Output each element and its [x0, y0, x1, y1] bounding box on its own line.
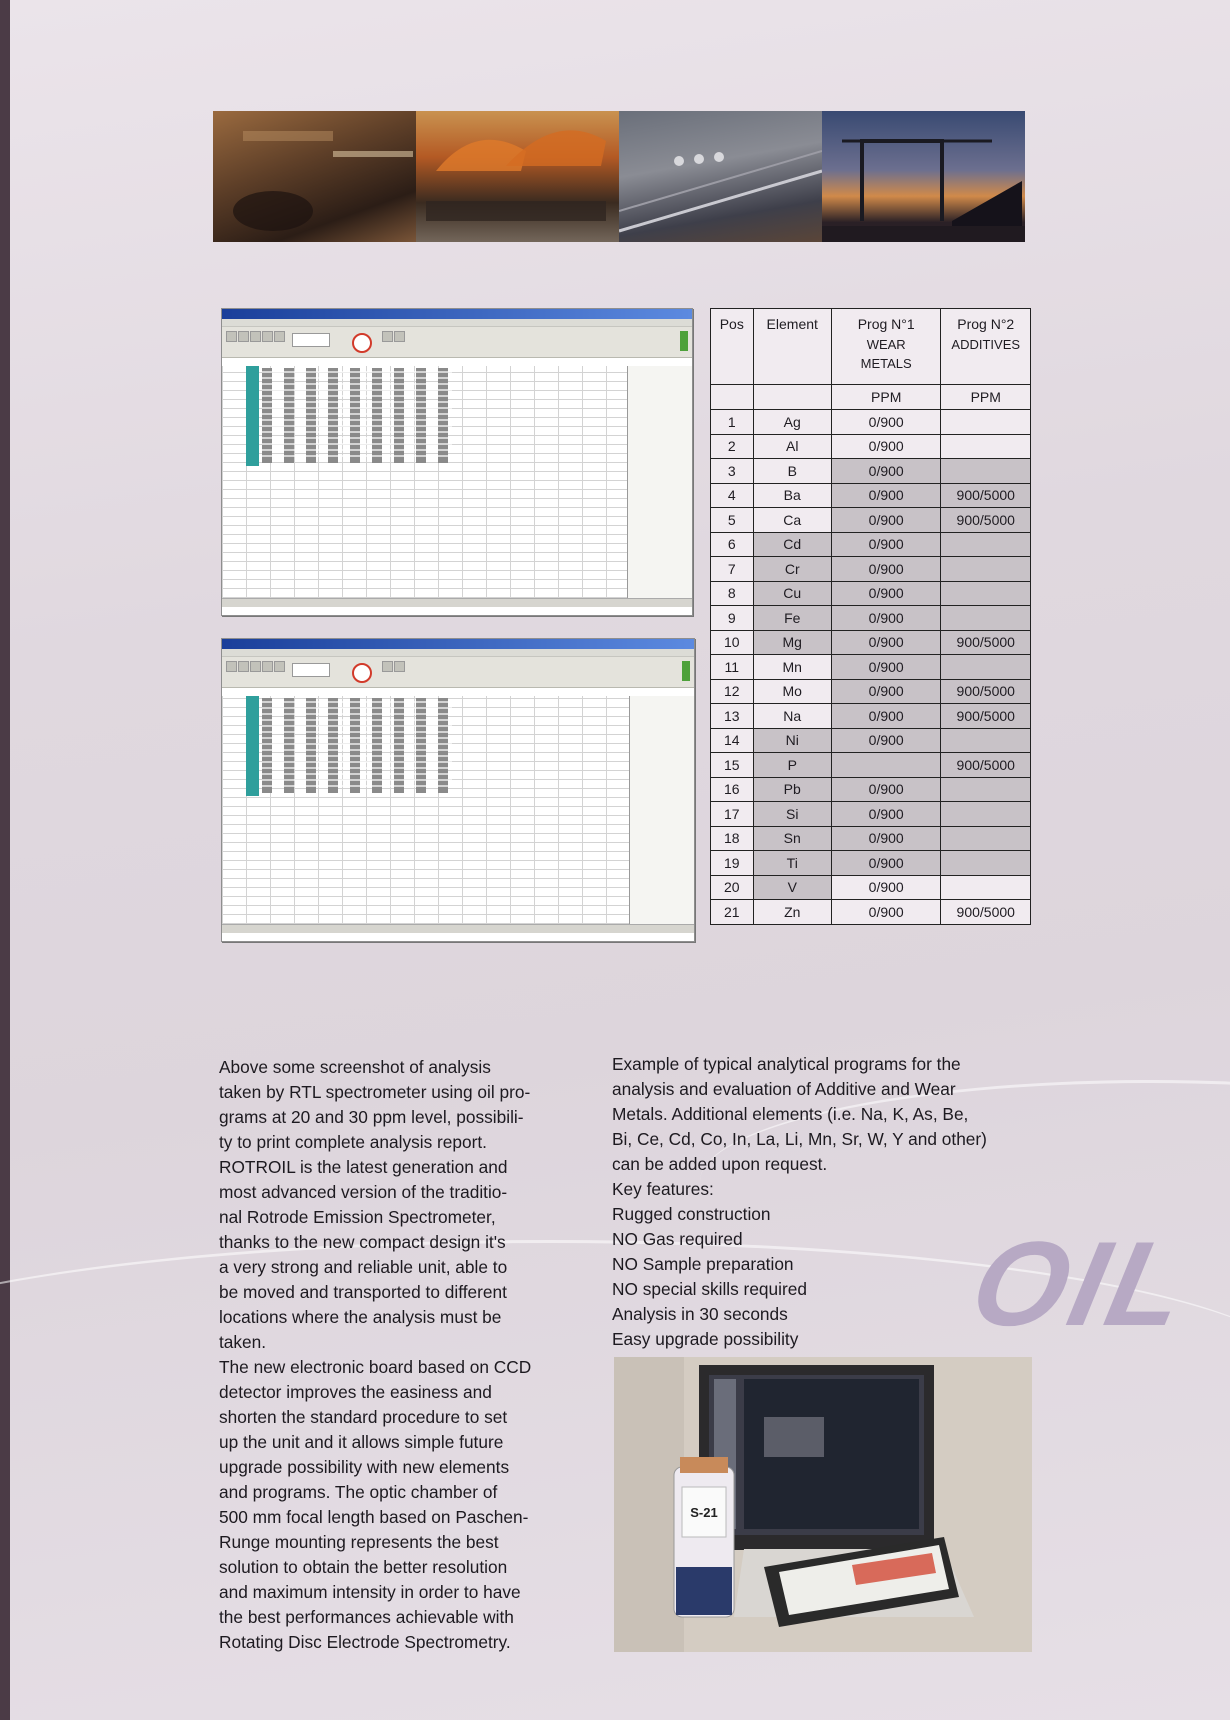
cell-prog1: 0/900 — [831, 826, 941, 851]
cell-prog1: 0/900 — [831, 777, 941, 802]
header-element: Element — [753, 309, 831, 385]
text-line: Analysis in 30 seconds — [612, 1304, 788, 1324]
cell-prog2: 900/5000 — [941, 900, 1031, 925]
window-statusbar — [222, 924, 694, 933]
cell-element: Cr — [753, 557, 831, 582]
text-line: Rugged construction — [612, 1204, 771, 1224]
text-line: taken by RTL spectrometer using oil pro- — [219, 1082, 531, 1102]
text-line: The new electronic board based on CCD — [219, 1357, 532, 1377]
text-line: locations where the analysis must be — [219, 1307, 502, 1327]
cell-prog1: 0/900 — [831, 483, 941, 508]
toolbar-button — [262, 661, 273, 672]
cell-pos: 14 — [711, 728, 754, 753]
cell-element: Na — [753, 704, 831, 729]
text-line: upgrade possibility with new elements — [219, 1457, 510, 1477]
result-values — [262, 368, 452, 464]
stop-icon — [352, 333, 372, 353]
text-line: Metals. Additional elements (i.e. Na, K, As, Be, — [612, 1104, 969, 1124]
text-line: most advanced version of the traditio- — [219, 1182, 508, 1202]
cell-prog2 — [941, 728, 1031, 753]
text-line: analysis and evaluation of Additive and Wear — [612, 1079, 956, 1099]
cell-element: Al — [753, 434, 831, 459]
cell-element: P — [753, 753, 831, 778]
toolbar-input — [292, 333, 330, 347]
table-row — [711, 508, 1031, 533]
text-line: solution to obtain the better resolution — [219, 1557, 508, 1577]
text-line: can be added upon request. — [612, 1154, 828, 1174]
text-line: thanks to the new compact design it's — [219, 1232, 506, 1252]
cell-pos: 16 — [711, 777, 754, 802]
cell-pos: 13 — [711, 704, 754, 729]
window-menubar — [222, 319, 692, 327]
text-line: detector improves the easiness and — [219, 1382, 492, 1402]
cell-prog1: 0/900 — [831, 557, 941, 582]
header-prog2 — [941, 309, 1031, 385]
cell-pos: 1 — [711, 410, 754, 435]
cell-prog1: 0/900 — [831, 900, 941, 925]
cell-prog1 — [831, 753, 941, 778]
cell-element: Mn — [753, 655, 831, 680]
photo-excavators — [416, 111, 619, 242]
cell-pos: 15 — [711, 753, 754, 778]
cell-pos: 21 — [711, 900, 754, 925]
results-grid — [222, 696, 694, 933]
cell-prog2 — [941, 826, 1031, 851]
cell-prog1: 0/900 — [831, 704, 941, 729]
units-prog2: PPM — [941, 385, 1031, 410]
cell-prog1: 0/900 — [831, 679, 941, 704]
table-row — [711, 483, 1031, 508]
header-prog1-line: Prog N°1 — [857, 316, 915, 332]
cell-prog1: 0/900 — [831, 875, 941, 900]
cell-prog1: 0/900 — [831, 532, 941, 557]
cell-pos: 4 — [711, 483, 754, 508]
toolbar-button — [274, 331, 285, 342]
table-row — [711, 581, 1031, 606]
header-prog2-line: Prog N°2 — [957, 316, 1015, 332]
cell-prog2 — [941, 875, 1031, 900]
cell-element: Cu — [753, 581, 831, 606]
table-row — [711, 826, 1031, 851]
table-row — [711, 802, 1031, 827]
text-line: Easy upgrade possibility — [612, 1329, 799, 1349]
toolbar-button — [250, 331, 261, 342]
cell-prog2 — [941, 655, 1031, 680]
table-row — [711, 434, 1031, 459]
cell-pos: 9 — [711, 606, 754, 631]
cell-prog2 — [941, 606, 1031, 631]
table-row — [711, 532, 1031, 557]
text-line: Above some screenshot of analysis — [219, 1057, 491, 1077]
cell-pos: 11 — [711, 655, 754, 680]
text-line: shorten the standard procedure to set — [219, 1407, 508, 1427]
cell-element: Ca — [753, 508, 831, 533]
text-line: Bi, Ce, Cd, Co, In, La, Li, Mn, Sr, W, Y and other) — [612, 1129, 987, 1149]
toolbar-button — [382, 331, 393, 342]
header-prog1-line: METALS — [860, 356, 912, 371]
header-prog1 — [831, 309, 941, 385]
cell-pos: 8 — [711, 581, 754, 606]
summary-panel — [627, 366, 692, 607]
bottle-label-text: S-21 — [690, 1505, 718, 1520]
result-values — [262, 698, 452, 794]
units-prog1: PPM — [831, 385, 941, 410]
cell-prog1: 0/900 — [831, 802, 941, 827]
text-line: NO special skills required — [612, 1279, 807, 1299]
summary-panel — [629, 696, 694, 933]
spectrometer-illustration — [614, 1357, 1032, 1652]
cell-element: Ba — [753, 483, 831, 508]
header-pos: Pos — [711, 309, 754, 385]
description-text-right — [612, 1052, 1034, 1352]
toolbar-button — [238, 661, 249, 672]
text-line: be moved and transported to different — [219, 1282, 507, 1302]
toolbar-button — [382, 661, 393, 672]
text-line: the best performances achievable with — [219, 1607, 514, 1627]
table-row — [711, 679, 1031, 704]
cell-prog2 — [941, 459, 1031, 484]
cell-prog2 — [941, 532, 1031, 557]
header-prog2-line: ADDITIVES — [951, 337, 1021, 352]
text-line: Rotating Disc Electrode Spectrometry. — [219, 1632, 511, 1652]
window-toolbar — [222, 657, 694, 688]
toolbar-button — [394, 331, 405, 342]
toolbar-button — [274, 661, 285, 672]
cell-pos: 17 — [711, 802, 754, 827]
cell-prog2: 900/5000 — [941, 483, 1031, 508]
header-prog1-line: WEAR — [866, 337, 906, 352]
window-toolbar — [222, 327, 692, 358]
table-header-row — [711, 309, 1031, 385]
table-units-row — [711, 385, 1031, 410]
table-row — [711, 655, 1031, 680]
cell-prog2: 900/5000 — [941, 508, 1031, 533]
results-grid — [222, 366, 692, 607]
text-line: Runge mounting represents the best — [219, 1532, 499, 1552]
cell-prog1: 0/900 — [831, 606, 941, 631]
table-row — [711, 606, 1031, 631]
cell-pos: 10 — [711, 630, 754, 655]
cell-prog1: 0/900 — [831, 508, 941, 533]
cell-element: Cd — [753, 532, 831, 557]
cell-pos: 20 — [711, 875, 754, 900]
cell-prog2 — [941, 581, 1031, 606]
cell-prog1: 0/900 — [831, 410, 941, 435]
cell-prog2 — [941, 557, 1031, 582]
cell-pos: 5 — [711, 508, 754, 533]
status-indicator-icon — [680, 331, 688, 351]
cell-prog2: 900/5000 — [941, 630, 1031, 655]
cell-prog1: 0/900 — [831, 630, 941, 655]
text-line: Key features: — [612, 1179, 714, 1199]
photo-port-cranes — [822, 111, 1025, 242]
table-row — [711, 630, 1031, 655]
description-text-left — [219, 1055, 581, 1655]
status-indicator-icon — [682, 661, 690, 681]
cell-prog2 — [941, 802, 1031, 827]
toolbar-button — [226, 661, 237, 672]
cell-element: Ni — [753, 728, 831, 753]
cell-prog1: 0/900 — [831, 655, 941, 680]
text-line: and programs. The optic chamber of — [219, 1482, 498, 1502]
table-row — [711, 900, 1031, 925]
oil-watermark: OIL — [960, 1217, 1202, 1351]
units-cell — [753, 385, 831, 410]
toolbar-input — [292, 663, 330, 677]
text-line: grams at 20 and 30 ppm level, possibili- — [219, 1107, 524, 1127]
text-line: 500 mm focal length based on Paschen- — [219, 1507, 529, 1527]
text-line: ty to print complete analysis report. — [219, 1132, 487, 1152]
toolbar-button — [250, 661, 261, 672]
cell-element: Mg — [753, 630, 831, 655]
photo-truck-cab — [213, 111, 416, 242]
cell-prog2 — [941, 434, 1031, 459]
sample-id-column — [246, 366, 259, 466]
cell-element: Ti — [753, 851, 831, 876]
text-line: NO Sample preparation — [612, 1254, 794, 1274]
toolbar-button — [226, 331, 237, 342]
text-line: NO Gas required — [612, 1229, 743, 1249]
cell-prog1: 0/900 — [831, 581, 941, 606]
cell-element: Si — [753, 802, 831, 827]
text-line: nal Rotrode Emission Spectrometer, — [219, 1207, 496, 1227]
toolbar-button — [262, 331, 273, 342]
table-row — [711, 557, 1031, 582]
text-line: taken. — [219, 1332, 267, 1352]
cell-pos: 18 — [711, 826, 754, 851]
table-body — [711, 410, 1031, 925]
cell-prog1: 0/900 — [831, 434, 941, 459]
software-screenshot — [221, 308, 693, 616]
cell-element: Fe — [753, 606, 831, 631]
window-menubar — [222, 649, 694, 657]
table-row — [711, 851, 1031, 876]
stop-icon — [352, 663, 372, 683]
table-row — [711, 704, 1031, 729]
cell-element: Pb — [753, 777, 831, 802]
units-cell — [711, 385, 754, 410]
cell-prog1: 0/900 — [831, 851, 941, 876]
cell-pos: 3 — [711, 459, 754, 484]
cell-element: Zn — [753, 900, 831, 925]
toolbar-button — [238, 331, 249, 342]
cell-pos: 7 — [711, 557, 754, 582]
cell-prog2: 900/5000 — [941, 753, 1031, 778]
cell-pos: 19 — [711, 851, 754, 876]
text-line: a very strong and reliable unit, able to — [219, 1257, 508, 1277]
window-statusbar — [222, 598, 692, 607]
software-screenshot — [221, 638, 695, 942]
cell-element: V — [753, 875, 831, 900]
cell-element: Sn — [753, 826, 831, 851]
table-row — [711, 875, 1031, 900]
cell-prog2 — [941, 851, 1031, 876]
table-row — [711, 728, 1031, 753]
table-row — [711, 753, 1031, 778]
cell-pos: 12 — [711, 679, 754, 704]
element-program-table — [710, 308, 1031, 925]
photo-rail-yard — [619, 111, 822, 242]
cell-element: Ag — [753, 410, 831, 435]
text-line: Example of typical analytical programs for the — [612, 1054, 961, 1074]
photo-spectrometer-terminal — [614, 1357, 1032, 1652]
header-photo-strip — [213, 111, 1025, 242]
cell-prog2: 900/5000 — [941, 704, 1031, 729]
table-row — [711, 459, 1031, 484]
cell-prog1: 0/900 — [831, 459, 941, 484]
cell-element: B — [753, 459, 831, 484]
sample-id-column — [246, 696, 259, 796]
cell-prog1: 0/900 — [831, 728, 941, 753]
cell-element: Mo — [753, 679, 831, 704]
window-titlebar — [222, 309, 692, 319]
text-line: ROTROIL is the latest generation and — [219, 1157, 508, 1177]
toolbar-button — [394, 661, 405, 672]
table-row — [711, 410, 1031, 435]
window-titlebar — [222, 639, 694, 649]
cell-pos: 2 — [711, 434, 754, 459]
cell-pos: 6 — [711, 532, 754, 557]
table-row — [711, 777, 1031, 802]
text-line: up the unit and it allows simple future — [219, 1432, 504, 1452]
cell-prog2 — [941, 777, 1031, 802]
cell-prog2 — [941, 410, 1031, 435]
text-line: and maximum intensity in order to have — [219, 1582, 521, 1602]
cell-prog2: 900/5000 — [941, 679, 1031, 704]
